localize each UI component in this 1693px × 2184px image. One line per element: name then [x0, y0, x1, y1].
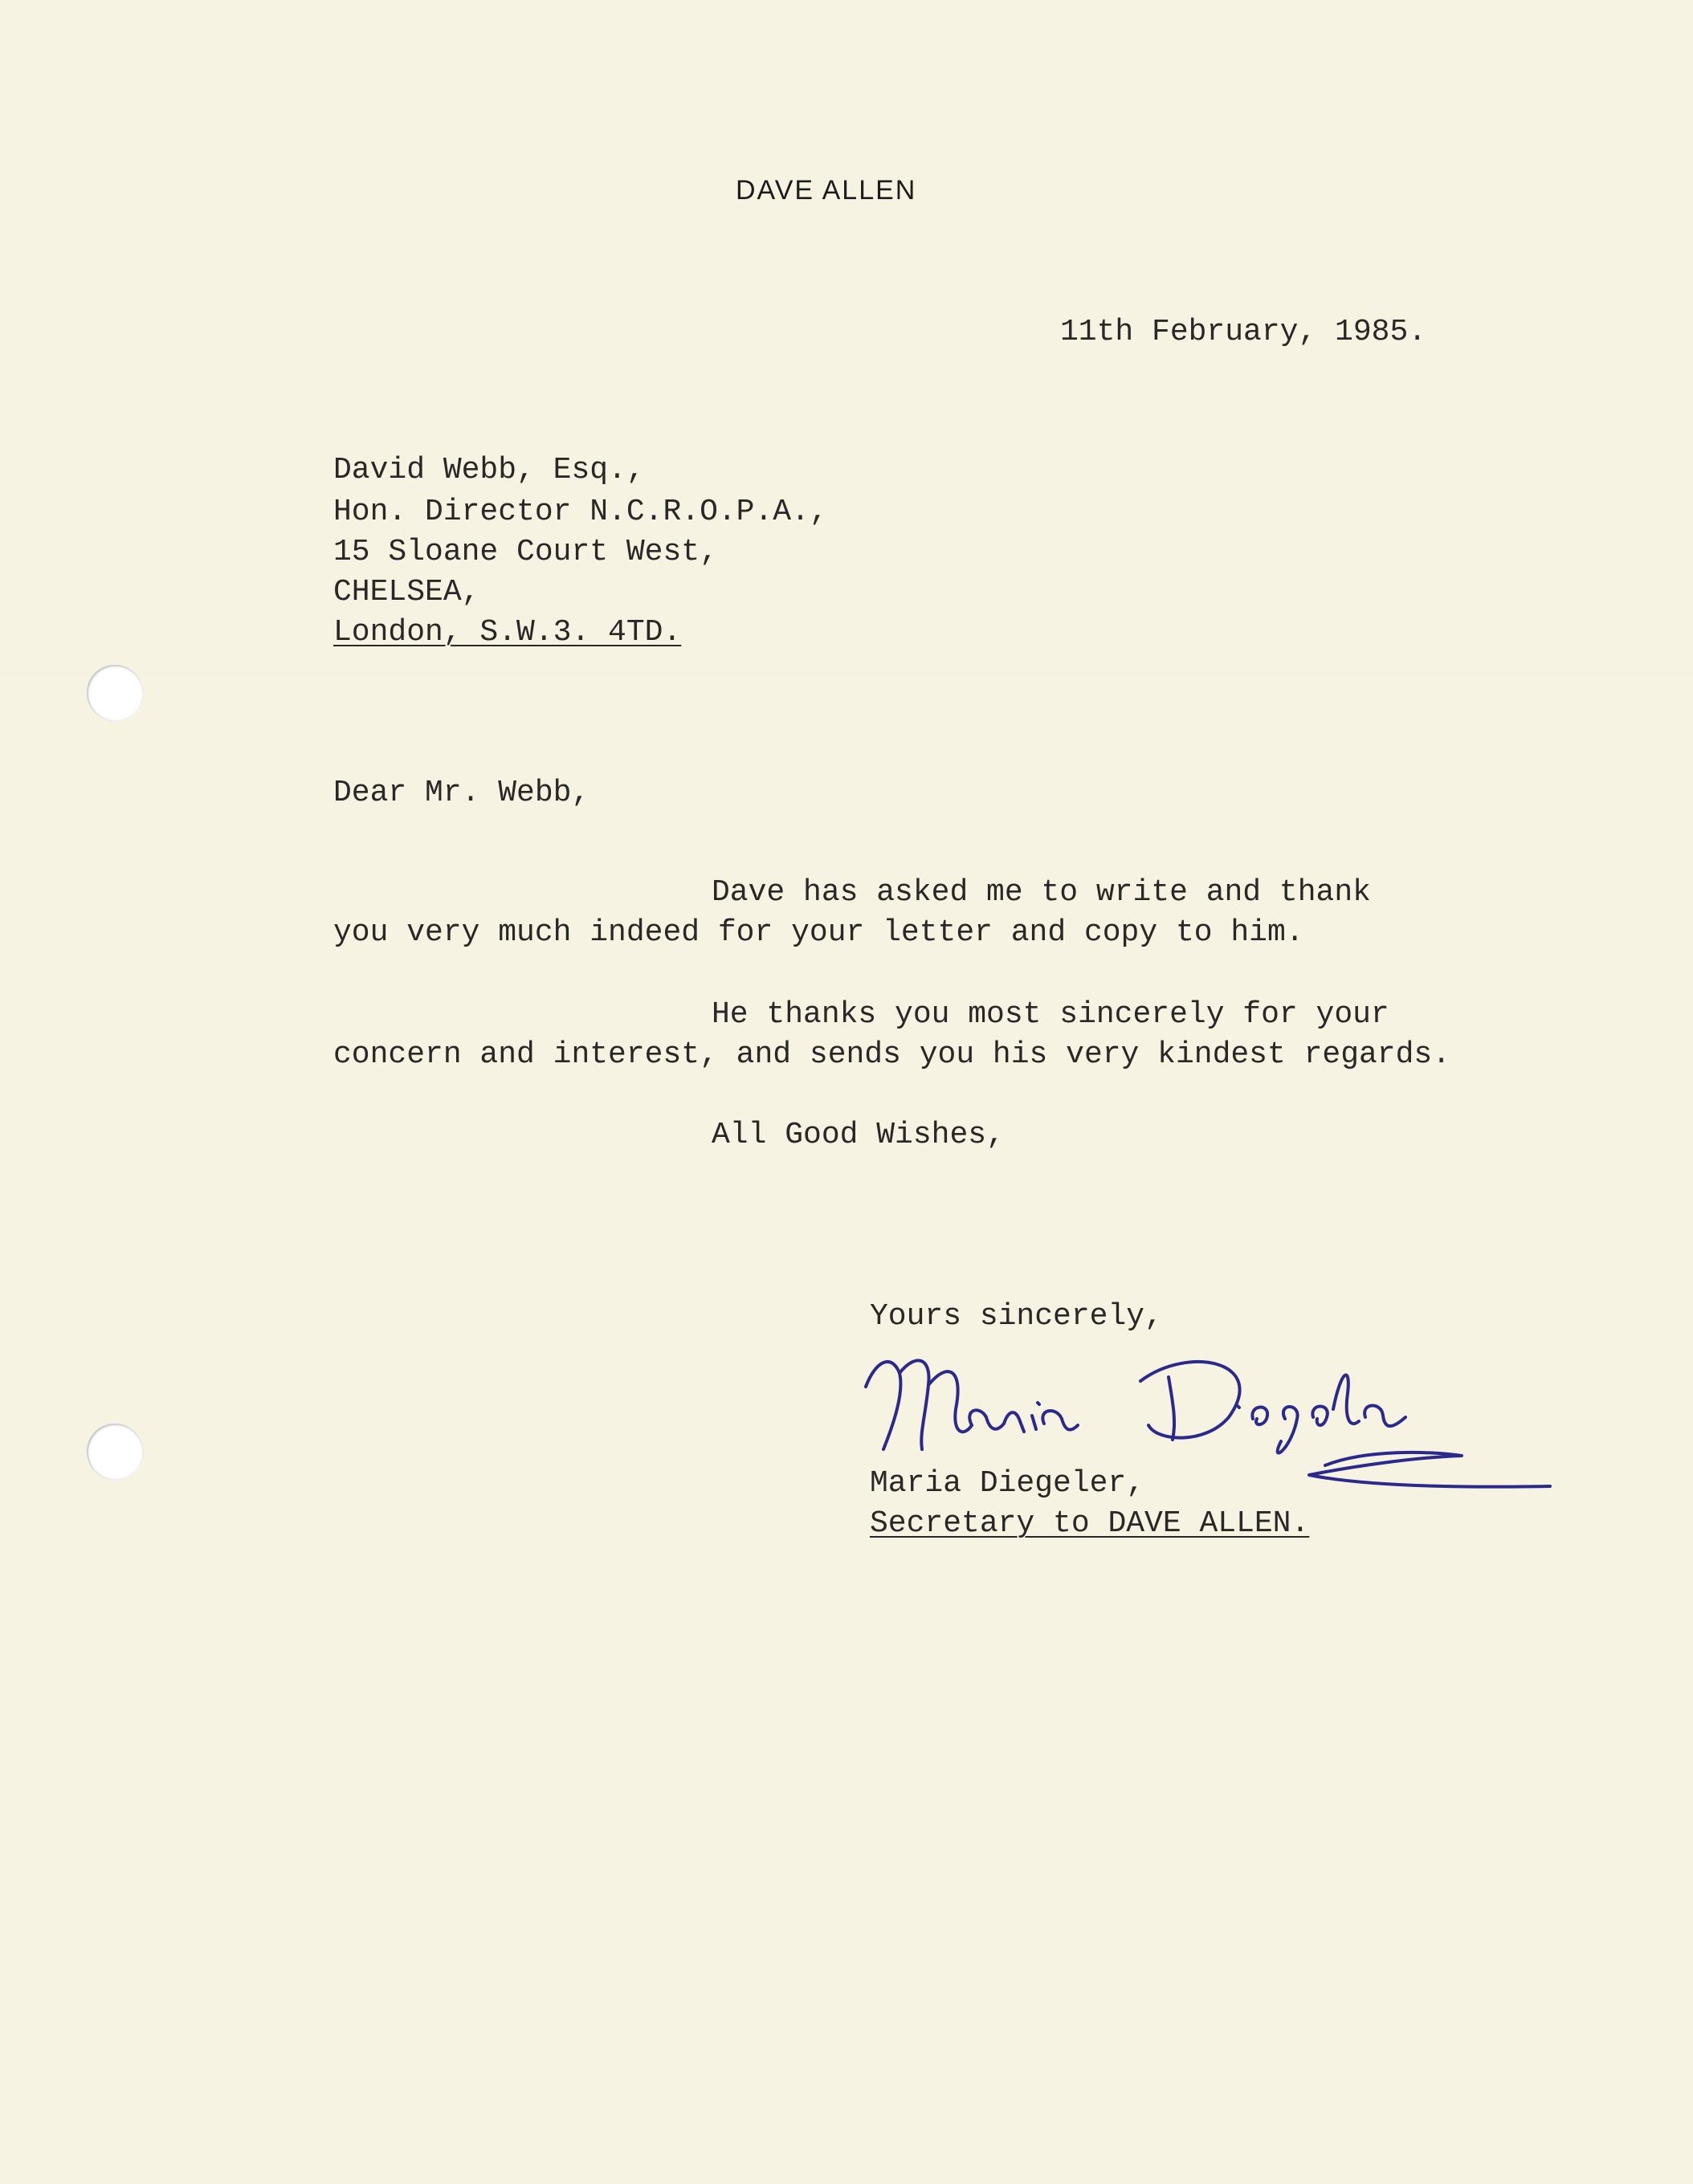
address-line: Hon. Director N.C.R.O.P.A., — [333, 495, 828, 529]
punch-hole — [87, 1424, 143, 1480]
letterhead: DAVE ALLEN — [736, 175, 917, 206]
letter-date: 11th February, 1985. — [1060, 315, 1427, 349]
address-line: 15 Sloane Court West, — [333, 535, 718, 569]
body-line: He thanks you most sincerely for your — [712, 997, 1389, 1032]
body-line: you very much indeed for your letter and copy to him. — [333, 915, 1304, 950]
body-line: concern and interest, and sends you his very kindest regards. — [333, 1037, 1451, 1072]
address-line: CHELSEA, — [333, 575, 480, 609]
salutation: Dear Mr. Webb, — [333, 776, 590, 810]
good-wishes: All Good Wishes, — [712, 1118, 1005, 1152]
paper-fold-line — [0, 673, 1693, 675]
body-line: Dave has asked me to write and thank — [712, 875, 1371, 910]
address-line: David Webb, Esq., — [333, 453, 645, 487]
signer-title: Secretary to DAVE ALLEN. — [870, 1506, 1310, 1541]
punch-hole — [87, 665, 143, 721]
signer-name: Maria Diegeler, — [870, 1466, 1145, 1501]
address-line: London, S.W.3. 4TD. — [333, 615, 682, 650]
closing: Yours sincerely, — [870, 1299, 1163, 1334]
